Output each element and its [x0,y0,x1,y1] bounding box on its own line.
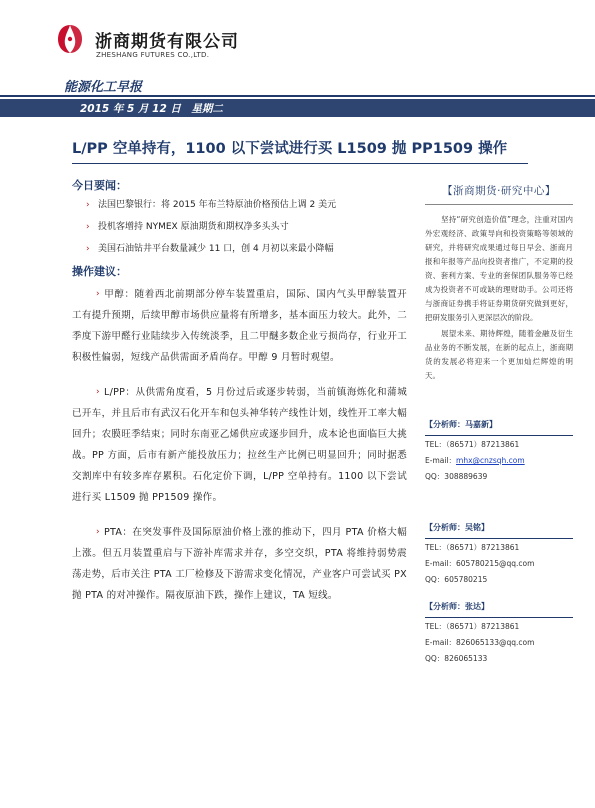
triangle-bullet-icon: › [96,527,100,537]
sidebar [425,183,573,383]
analyst-divider [425,435,573,436]
triangle-bullet-icon: › [86,244,90,254]
triangle-bullet-icon: › [86,200,90,210]
sidebar-intro [425,213,573,383]
news-text: 美国石油钻井平台数量减少 11 口，创 4 月初以来最小降幅 [98,244,334,254]
company-name-cn: 浙商期货有限公司 [95,32,239,52]
analyst-tel: TEL：（86571）87213861 [425,440,520,449]
intro-paragraph: 展望未来、期待辉煌，随着金融及衍生品业务的不断发展，在新的起点上，浙商期货的发展必将迎来一个更加灿烂辉煌的明天。 [425,329,573,380]
triangle-bullet-icon: › [96,387,100,397]
analyst-divider [425,538,573,539]
advice-paragraph-methanol [72,284,407,368]
page-header [0,0,595,70]
analyst-heading: 【分析师：马嘉新】 [425,420,497,429]
news-title: 今日要闻： [72,179,127,192]
intro-paragraph: 坚持“研究创造价值”理念，注重对国内外宏观经济、政策导向和投资策略等领域的研究，并将研究成果通过每日早会、浙商月报和年报等产品向投资者推广，不定期的投资、套利方案、专业的套保团队服务等已经成为投资者不可或缺的理财助手。公司还将与浙商证券携手将证券期货研究做到更好，把研发服务引入更深层次的阶段。 [425,215,573,322]
analyst-email-text: 826065133@qq.com [456,638,535,647]
main-column [72,178,407,606]
analyst-card [425,521,573,587]
analyst-heading: 【分析师：吴铭】 [425,523,489,532]
analyst-card [425,600,573,666]
list-item [72,220,407,234]
analyst-email-row: E-mail：mhx@cnzsqh.com [425,456,525,465]
advice-text: 甲醇：随着西北前期部分停车装置重启，国际、国内气头甲醇装置开工有提升预期，后续甲醇市场供应量将有所增多，基本面压力较大。此外，二季度下游甲醛行业陆续步入传统淡季，且二甲醚多数企业亏损尚存，行业开工积极性偏弱，短线产品供需面矛盾尚存。甲醇 9 月暂时观望。 [72,289,407,363]
analyst-divider [425,617,573,618]
zheshang-logo-icon [57,24,83,54]
analyst-qq: QQ：826065133 [425,654,488,663]
analyst-heading: 【分析师：张达】 [425,602,489,611]
sidebar-title: 【浙商期货·研究中心】 [442,185,556,197]
news-text: 投机客增持 NYMEX 原油期货和期权净多头头寸 [98,222,289,232]
list-item [72,242,407,256]
sidebar-divider [425,204,573,205]
analyst-email-link[interactable]: mhx@cnzsqh.com [456,456,525,465]
report-type: 能源化工早报 [64,80,143,95]
advice-paragraph-lpp [72,382,407,508]
advice-title: 操作建议： [72,265,127,278]
analyst-tel: TEL：（86571）87213861 [425,543,520,552]
analyst-qq: QQ：605780215 [425,575,488,584]
analyst-card [425,418,573,484]
triangle-bullet-icon: › [96,289,100,299]
analyst-email-row: E-mail：826065133@qq.com [425,638,535,647]
news-text: 法国巴黎银行：将 2015 年布兰特原油价格预估上调 2 美元 [98,200,337,210]
news-list [72,198,407,256]
header-divider [0,95,595,97]
triangle-bullet-icon: › [86,222,90,232]
analyst-email-text: 605780215@qq.com [456,559,535,568]
headline: L/PP 空单持有，1100 以下尝试进行买 L1509 抛 PP1509 操作 [72,141,508,157]
analyst-email-row: E-mail：605780215@qq.com [425,559,535,568]
analyst-tel: TEL：（86571）87213861 [425,622,520,631]
analyst-qq: QQ：308889639 [425,472,488,481]
headline-divider [72,163,528,164]
advice-paragraph-pta [72,522,407,606]
list-item [72,198,407,212]
company-name-en: ZHESHANG FUTURES CO.,LTD. [96,51,210,59]
advice-text: L/PP：从供需角度看，5 月份过后或逐步转弱，当前镇海炼化和蒲城已开车，并且后市有武汉石化开车和包头神华转产线性计划，线性开工率大幅回升；农膜旺季结束；同时东南亚乙烯供应或逐步回升，成本论也面临巨大挑战。PP 方面，后市有新产能投放压力；拉丝生产比例已明显回升；同时据悉交割库中有较多库存累积。石化定价下调，L/PP 空单持有。1100 以下尝试进行买 L1509 抛 PP1509 操作。 [72,387,407,503]
report-date: 2015 年 5 月 12 日 星期二 [80,103,223,115]
advice-text: PTA：在突发事件及国际原油价格上涨的推动下，四月 PTA 价格大幅上涨。但五月装置重启与下游补库需求并存，多空交织，PTA 将维持弱势震荡走势，后市关注 PTA 工厂检修及下游需求变化情况，产业客户可尝试买 PX 抛 PTA 的对冲操作。隔夜原油下跌，操作上建议，TA 短线。 [72,527,407,601]
